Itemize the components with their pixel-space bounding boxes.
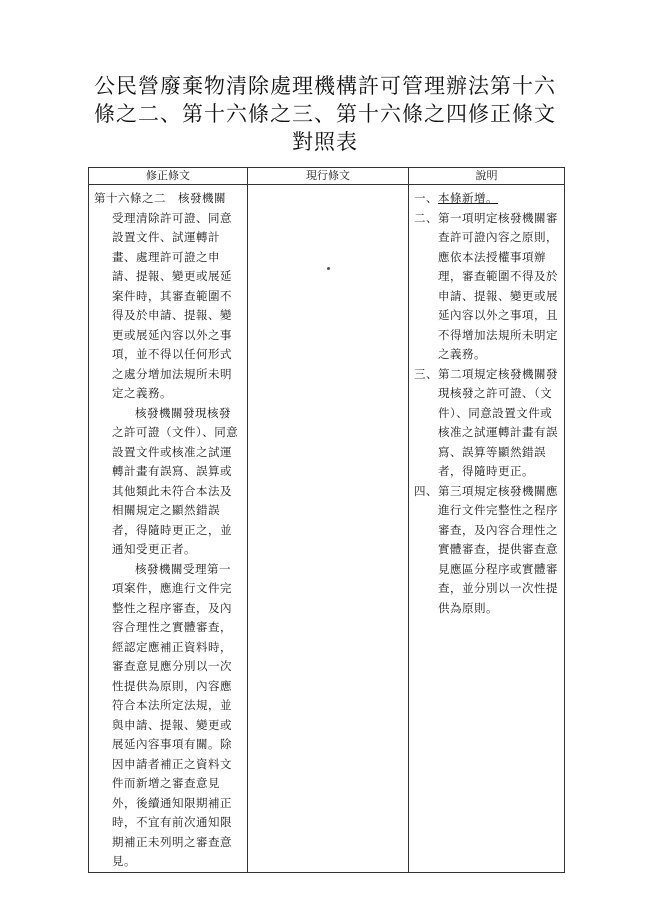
header-current-article: 現行條文 [248, 168, 409, 185]
item-number: 三、 [414, 366, 438, 381]
title-line-1: 公民營廢棄物清除處理機構許可管理辦法第十六 [94, 74, 556, 98]
paragraph-1: 受理清除許可證、同意設置文件、試運轉計畫、處理許可證之申請、提報、變更或展延案件時，其審查範圍不得及於申請、提報、變更或展延內容以外之事項，並不得以任何形式之處分增加法規所未明定之義務。 [112, 210, 232, 400]
item-text: 第三項規定核發機關應進行文件完整性之程序審查，及內容合理性之實體審查，提供審查意見應區分程序或實體審查，並分別以一次性提供為原則。 [438, 483, 558, 615]
header-explanation: 說明 [409, 168, 565, 185]
title-line-2: 條之二、第十六條之三、第十六條之四修正條文 [94, 102, 556, 126]
scan-speck [327, 267, 330, 270]
explanation-item [414, 209, 559, 365]
item-text: 本條新增。 [438, 191, 498, 205]
current-article-cell [248, 185, 409, 873]
item-number: 二、 [414, 210, 438, 225]
comparison-table [88, 167, 565, 873]
amended-article-cell [89, 185, 248, 873]
explanation-cell [409, 185, 565, 873]
document-title [60, 72, 590, 156]
item-number: 一、 [414, 191, 438, 205]
article-heading: 第十六條之二 核發機關 [94, 191, 226, 205]
explanation-item [414, 189, 559, 209]
item-number: 四、 [414, 483, 438, 498]
header-amended-article: 修正條文 [89, 168, 248, 185]
table-header-row [89, 168, 565, 185]
item-text: 第二項規定核發機關發現核發之許可證、（文件）、同意設置文件或核准之試運轉計畫有誤寫、誤算等顯然錯誤者，得隨時更正。 [438, 366, 558, 478]
table-row [89, 185, 565, 873]
item-text: 第一項明定核發機關審查許可證內容之原則，應依本法授權事項辦理，審查範圍不得及於申請、提報、變更或展延內容以外之事項，且不得增加法規所未明定之義務。 [438, 210, 558, 361]
paragraph-2: 核發機關發現核發之許可證（文件）、同意設置文件或核准之試運轉計畫有誤寫、誤算或其他類此未符合本法及相關規定之顯然錯誤者，得隨時更正之，並通知受更正者。 [112, 405, 239, 556]
title-line-3: 對照表 [292, 130, 358, 154]
explanation-item [414, 482, 559, 619]
paragraph-3: 核發機關受理第一項案件，應進行文件完整性之程序審查，及內容合理性之實體審查，經認定應補正資料時，審查意見應分別以一次性提供為原則，內容應符合本法所定法規，並與申請、提報、變更或展延內容事項有關。除因申請者補正之資料文件而新增之審查意見外，後續通知限期補正時，不宜有前次通知限期補正未列明之審查意見。 [112, 561, 232, 868]
explanation-item [414, 365, 559, 482]
